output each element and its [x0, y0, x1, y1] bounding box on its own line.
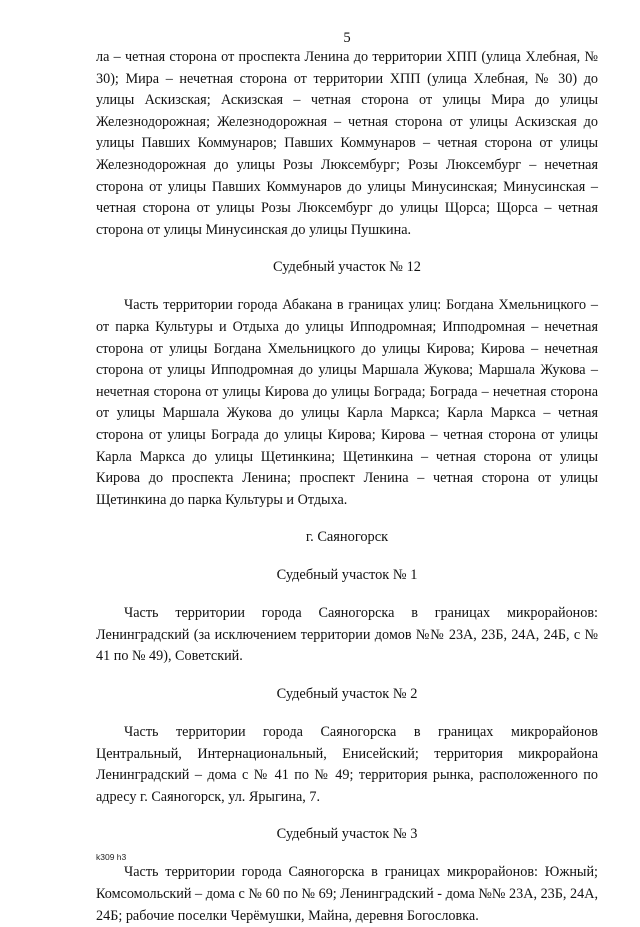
- paragraph-court-1: Часть территории города Саяногорска в границах микрорайонов: Ленинградский (за исключением территории домов №№ 23А, 23Б, 24А, 24Б, с № 41 по № 49), Советский.: [96, 605, 598, 665]
- city-heading-sayanogorsk: г. Саяногорск: [305, 529, 389, 546]
- document-code: k309 h3: [96, 852, 127, 862]
- section-heading-court-2: Судебный участок № 2: [276, 686, 418, 703]
- paragraph-court-12: Часть территории города Абакана в границах улиц: Богдана Хмельницкого – от парка Культуры и Отдыха до улицы Ипподромная; Ипподромная – нечетная сторона от улицы Богдана Хмельницкого до улицы Кирова; Кирова – нечетная сторона от улицы Ипподромная до улицы Маршала Жукова; Маршала Жукова – нечетная сторона от улицы Кирова до улицы Бограда; Бограда – нечетная сторона от улицы Маршала Жукова до улицы Карла Маркса; Карла Маркса – четная сторона от улицы Бограда до улицы Кирова; Кирова – четная сторона от улицы Карла Маркса до улицы Щетинкина; Щетинкина – четная сторона от улицы Кирова до проспекта Ленина; проспект Ленина – четная сторона от улицы Щетинкина до парка Культуры и Отдыха.: [96, 297, 598, 508]
- paragraph-court-3: Часть территории города Саяногорска в границах микрорайонов: Южный; Комсомольский – дома с № 60 по № 69; Ленинградский - дома №№ 23А, 23Б, 24А, 24Б; рабочие поселки Черёмушки, Майна, деревня Богословка.: [96, 864, 598, 924]
- section-heading-court-12: Судебный участок № 12: [272, 259, 422, 276]
- section-heading-court-1: Судебный участок № 1: [276, 567, 418, 584]
- paragraph-continuation: ла – четная сторона от проспекта Ленина до территории ХПП (улица Хлебная, № 30); Мира – нечетная сторона от территории ХПП (улица Хлебная, № 30) до улицы Аскизская; Аскизская – четная сторона от улицы Мира до улицы Железнодорожная; Железнодорожная – четная сторона от улицы Аскизская до улицы Павших Коммунаров; Павших Коммунаров – четная сторона от улицы Железнодорожная до улицы Розы Люксембург; Розы Люксембург – нечетная сторона от улицы Павших Коммунаров до улицы Минусинская; Минусинская – четная сторона от улицы Розы Люксембург до улицы Щорса; Щорса – четная сторона от улицы Минусинская до улицы Пушкина.: [96, 49, 598, 238]
- page-number: 5: [343, 30, 351, 46]
- paragraph-court-2: Часть территории города Саяногорска в границах микрорайонов Центральный, Интернациональный, Енисейский; территория микрорайона Ленинградский – дома с № 41 по № 49; территория рынка, расположенного по адресу г. Саяногорск, ул. Ярыгина, 7.: [96, 724, 598, 805]
- document-page: [96, 28, 598, 927]
- section-heading-court-3: Судебный участок № 3: [276, 826, 418, 843]
